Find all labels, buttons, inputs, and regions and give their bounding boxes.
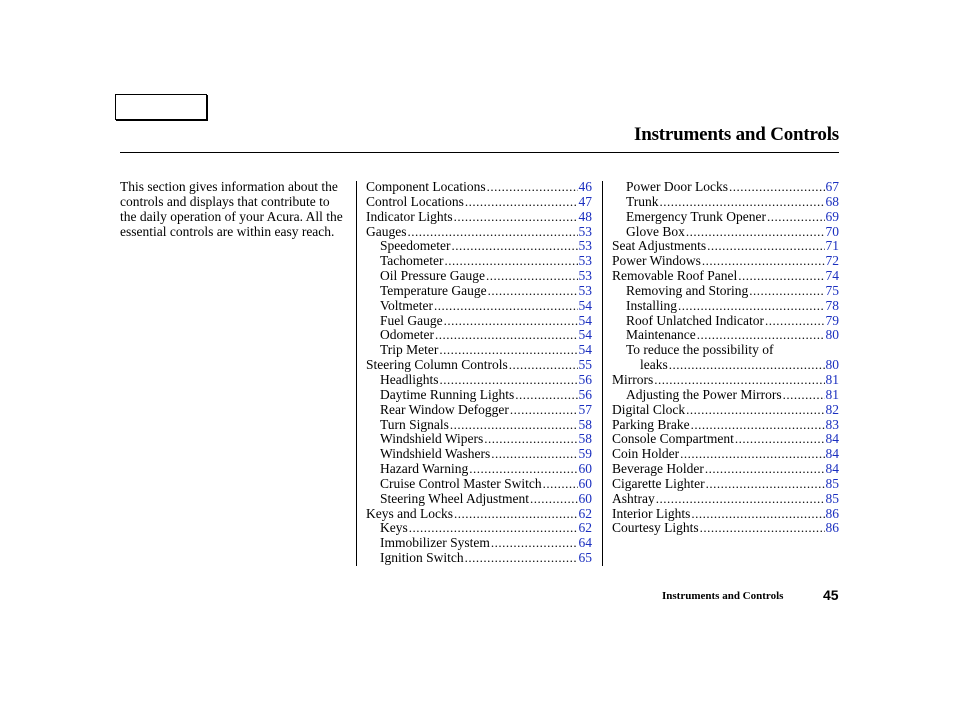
dot-leader: [697, 328, 825, 343]
toc-entry[interactable]: [366, 447, 592, 462]
dot-leader: [454, 507, 578, 522]
toc-page-link[interactable]: 58: [578, 416, 592, 432]
toc-page-link[interactable]: 54: [578, 327, 592, 343]
toc-entry-label: Interior Lights: [612, 505, 691, 521]
dot-leader: [408, 225, 578, 240]
toc-entry-label: Cruise Control Master Switch: [380, 475, 542, 491]
toc-entry-label: Keys and Locks: [366, 505, 453, 521]
toc-entry[interactable]: [366, 507, 592, 522]
toc-page-link[interactable]: 57: [578, 401, 592, 417]
toc-entry-label: Console Compartment: [612, 431, 734, 447]
toc-column-2: [612, 180, 839, 536]
toc-entry-label: Ignition Switch: [380, 550, 464, 566]
toc-entry-label: Digital Clock: [612, 401, 686, 417]
toc-page-link[interactable]: 85: [825, 475, 839, 491]
toc-entry-label: Control Locations: [366, 193, 464, 209]
toc-entry-label: Hazard Warning: [380, 461, 469, 477]
toc-entry[interactable]: [612, 477, 839, 492]
toc-entry: [612, 343, 839, 358]
dot-leader: [678, 299, 825, 314]
dot-leader: [700, 521, 825, 536]
toc-entry[interactable]: [612, 521, 839, 536]
toc-entry[interactable]: [366, 239, 592, 254]
dot-leader: [451, 239, 577, 254]
dot-leader: [691, 418, 825, 433]
toc-entry[interactable]: [366, 343, 592, 358]
toc-entry-label: Coin Holder: [612, 446, 680, 462]
toc-entry[interactable]: [366, 373, 592, 388]
toc-page-link[interactable]: 60: [578, 461, 592, 477]
toc-entry-label: Seat Adjustments: [612, 238, 707, 254]
toc-entry-label: Oil Pressure Gauge: [380, 268, 485, 284]
toc-entry-label: Indicator Lights: [366, 208, 453, 224]
dot-leader: [729, 180, 825, 195]
toc-page-link[interactable]: 67: [825, 179, 839, 194]
toc-entry-label: Installing: [626, 297, 677, 313]
dot-leader: [486, 269, 578, 284]
toc-entry-label: Roof Unlatched Indicator: [626, 312, 764, 328]
dot-leader: [434, 299, 578, 314]
toc-entry-label: Trunk: [626, 193, 659, 209]
toc-page-link[interactable]: 78: [825, 297, 839, 313]
toc-entry-label: Odometer: [380, 327, 434, 343]
toc-entry-label: To reduce the possibility of: [626, 342, 774, 358]
toc-entry[interactable]: [366, 314, 592, 329]
toc-entry[interactable]: [366, 195, 592, 210]
footer-section-title: Instruments and Controls: [662, 590, 784, 602]
toc-entry[interactable]: [366, 299, 592, 314]
toc-entry[interactable]: [366, 521, 592, 536]
toc-entry[interactable]: [366, 477, 592, 492]
toc-page-link[interactable]: 53: [578, 223, 592, 239]
toc-page-link[interactable]: 80: [825, 327, 839, 343]
toc-entry[interactable]: [612, 328, 839, 343]
dot-leader: [439, 343, 577, 358]
toc-entry-label: Power Door Locks: [626, 179, 728, 194]
toc-entry[interactable]: [612, 507, 839, 522]
dot-leader: [706, 477, 825, 492]
dot-leader: [469, 462, 577, 477]
toc-entry[interactable]: [612, 462, 839, 477]
toc-page-link[interactable]: 60: [578, 475, 592, 491]
dot-leader: [702, 254, 825, 269]
toc-entry-label: Daytime Running Lights: [380, 386, 515, 402]
toc-entry-label: Headlights: [380, 371, 439, 387]
toc-entry[interactable]: [612, 225, 839, 240]
toc-entry[interactable]: [366, 536, 592, 551]
toc-entry-label: Temperature Gauge: [380, 282, 487, 298]
toc-entry-label: Steering Wheel Adjustment: [380, 490, 529, 506]
toc-page-link[interactable]: 62: [578, 505, 592, 521]
toc-entry[interactable]: [366, 551, 592, 566]
toc-entry-label: Courtesy Lights: [612, 520, 699, 536]
toc-entry[interactable]: [612, 299, 839, 314]
toc-entry-label: Removable Roof Panel: [612, 268, 738, 284]
toc-entry[interactable]: [612, 210, 839, 225]
toc-entry-label: Fuel Gauge: [380, 312, 443, 328]
dot-leader: [409, 521, 578, 536]
dot-leader: [749, 284, 824, 299]
intro-paragraph: This section gives information about the controls and displays that contribute to the daily operation of your Acura. All the essential controls are within easy reach.: [120, 179, 343, 239]
dot-leader: [669, 358, 825, 373]
toc-page-link[interactable]: 56: [578, 371, 592, 387]
toc-entry-label: Gauges: [366, 223, 407, 239]
toc-page-link[interactable]: 84: [825, 446, 839, 462]
toc-entry-label: Keys: [380, 520, 408, 536]
toc-page-link[interactable]: 68: [825, 193, 839, 209]
toc-entry-label: Windshield Washers: [380, 446, 491, 462]
toc-page-link[interactable]: 70: [825, 223, 839, 239]
dot-leader: [491, 447, 577, 462]
toc-page-link[interactable]: 65: [578, 550, 592, 566]
toc-entry[interactable]: [612, 447, 839, 462]
toc-entry[interactable]: [612, 314, 839, 329]
page-number: 45: [823, 587, 839, 603]
dot-leader: [660, 195, 825, 210]
toc-page-link[interactable]: 54: [578, 342, 592, 358]
toc-entry-label: Rear Window Defogger: [380, 401, 509, 417]
dot-leader: [656, 492, 825, 507]
dot-leader: [543, 477, 578, 492]
title-rule: [120, 152, 839, 153]
toc-column-1: [366, 180, 592, 566]
toc-entry[interactable]: [612, 373, 839, 388]
toc-entry[interactable]: [366, 284, 592, 299]
toc-entry-label: Tachometer: [380, 253, 444, 269]
toc-entry-label: Component Locations: [366, 179, 486, 194]
toc-entry-label: Maintenance: [626, 327, 696, 343]
toc-entry[interactable]: [612, 418, 839, 433]
dot-leader: [487, 180, 578, 195]
toc-page-link[interactable]: 64: [578, 535, 592, 551]
toc-page-link[interactable]: 85: [825, 490, 839, 506]
dot-leader: [509, 358, 578, 373]
toc-page-link[interactable]: 56: [578, 386, 592, 402]
dot-leader: [680, 447, 824, 462]
dot-leader: [530, 492, 578, 507]
dot-leader: [654, 373, 824, 388]
toc-entry-label: Beverage Holder: [612, 461, 704, 477]
toc-entry[interactable]: [366, 358, 592, 373]
toc-page-link[interactable]: 54: [578, 312, 592, 328]
toc-page-link[interactable]: 62: [578, 520, 592, 536]
toc-entry-label: Voltmeter: [380, 297, 433, 313]
dot-leader: [510, 403, 578, 418]
toc-page-link[interactable]: 58: [578, 431, 592, 447]
toc-page-link[interactable]: 54: [578, 297, 592, 313]
toc-entry[interactable]: [366, 492, 592, 507]
column-divider-left: [356, 181, 357, 566]
dot-leader: [454, 210, 578, 225]
toc-page-link[interactable]: 86: [825, 520, 839, 536]
dot-leader: [515, 388, 577, 403]
toc-page-link[interactable]: 86: [825, 505, 839, 521]
toc-page-link[interactable]: 47: [578, 193, 592, 209]
toc-entry-label: Mirrors: [612, 371, 654, 387]
toc-entry-label: Immobilizer System: [380, 535, 490, 551]
toc-entry[interactable]: [366, 210, 592, 225]
toc-page-link[interactable]: 53: [578, 268, 592, 284]
toc-page-link[interactable]: 75: [825, 282, 839, 298]
toc-entry-label: Removing and Storing: [626, 282, 749, 298]
toc-page-link[interactable]: 81: [825, 371, 839, 387]
toc-page-link[interactable]: 79: [825, 312, 839, 328]
column-divider-right: [602, 181, 603, 566]
toc-page-link[interactable]: 48: [578, 208, 592, 224]
dot-leader: [686, 403, 824, 418]
dot-leader: [444, 314, 578, 329]
toc-entry-label: Cigarette Lighter: [612, 475, 705, 491]
toc-entry-label: Steering Column Controls: [366, 357, 508, 373]
toc-entry-label: Emergency Trunk Opener: [626, 208, 766, 224]
toc-page-link[interactable]: 53: [578, 253, 592, 269]
dot-leader: [738, 269, 824, 284]
toc-page-link[interactable]: 84: [825, 461, 839, 477]
toc-entry[interactable]: [612, 358, 839, 373]
page-title: Instruments and Controls: [634, 124, 839, 145]
dot-leader: [465, 195, 578, 210]
toc-entry[interactable]: [612, 388, 839, 403]
dot-leader: [450, 418, 578, 433]
toc-entry[interactable]: [612, 254, 839, 269]
toc-page-link[interactable]: 53: [578, 238, 592, 254]
dot-leader: [435, 328, 578, 343]
toc-entry-label: Ashtray: [612, 490, 655, 506]
toc-page-link[interactable]: 82: [825, 401, 839, 417]
dot-leader: [484, 432, 577, 447]
toc-entry[interactable]: [612, 195, 839, 210]
toc-page-link[interactable]: 46: [578, 179, 592, 194]
toc-entry[interactable]: [612, 432, 839, 447]
toc-entry[interactable]: [612, 239, 839, 254]
toc-entry[interactable]: [366, 462, 592, 477]
toc-page-link[interactable]: 74: [825, 268, 839, 284]
toc-entry-label: Turn Signals: [380, 416, 449, 432]
toc-entry[interactable]: [612, 180, 839, 195]
dot-leader: [767, 210, 825, 225]
toc-entry-label: Glove Box: [626, 223, 685, 239]
toc-entry-label: leaks: [640, 357, 668, 373]
toc-page-link[interactable]: 69: [825, 208, 839, 224]
toc-page-link[interactable]: 71: [825, 238, 839, 254]
toc-entry-label: Power Windows: [612, 253, 701, 269]
toc-entry[interactable]: [366, 418, 592, 433]
toc-page-link[interactable]: 84: [825, 431, 839, 447]
toc-entry-label: Speedometer: [380, 238, 451, 254]
toc-page-link[interactable]: 83: [825, 416, 839, 432]
toc-entry[interactable]: [366, 225, 592, 240]
dot-leader: [691, 507, 824, 522]
toc-entry[interactable]: [366, 254, 592, 269]
toc-entry[interactable]: [366, 269, 592, 284]
toc-page-link[interactable]: 59: [578, 446, 592, 462]
toc-entry[interactable]: [366, 388, 592, 403]
toc-entry[interactable]: [366, 180, 592, 195]
toc-entry[interactable]: [612, 403, 839, 418]
dot-leader: [491, 536, 578, 551]
section-tab-box: [115, 94, 207, 120]
toc-entry[interactable]: [366, 403, 592, 418]
toc-page-link[interactable]: 80: [825, 357, 839, 373]
toc-entry-label: Windshield Wipers: [380, 431, 484, 447]
dot-leader: [765, 314, 825, 329]
toc-page-link[interactable]: 81: [825, 386, 839, 402]
toc-entry[interactable]: [366, 328, 592, 343]
toc-entry-label: Parking Brake: [612, 416, 690, 432]
toc-entry-label: Adjusting the Power Mirrors: [626, 386, 782, 402]
toc-entry[interactable]: [366, 432, 592, 447]
toc-entry[interactable]: [612, 269, 839, 284]
dot-leader: [440, 373, 578, 388]
toc-entry-label: Trip Meter: [380, 342, 439, 358]
dot-leader: [465, 551, 578, 566]
toc-page-link[interactable]: 72: [825, 253, 839, 269]
dot-leader: [783, 388, 825, 403]
toc-page-link[interactable]: 53: [578, 282, 592, 298]
dot-leader: [445, 254, 578, 269]
dot-leader: [735, 432, 825, 447]
toc-entry[interactable]: [612, 284, 839, 299]
toc-page-link[interactable]: 55: [578, 357, 592, 373]
toc-entry[interactable]: [612, 492, 839, 507]
toc-page-link[interactable]: 60: [578, 490, 592, 506]
dot-leader: [707, 239, 824, 254]
dot-leader: [686, 225, 825, 240]
dot-leader: [488, 284, 578, 299]
dot-leader: [705, 462, 825, 477]
